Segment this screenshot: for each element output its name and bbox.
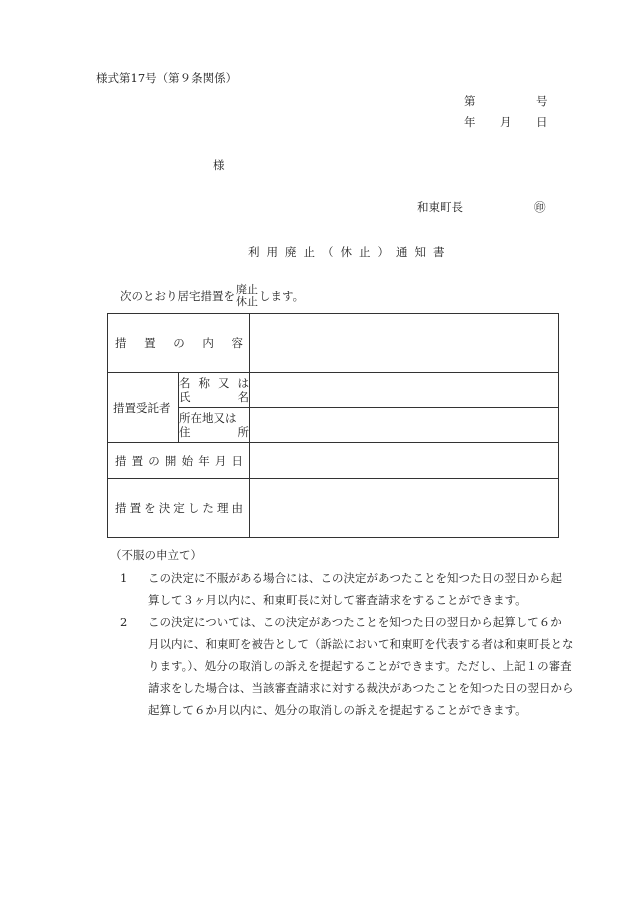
intro-options (236, 284, 258, 308)
item-line: ります。）、処分の取消しの訴えを提起することができます。ただし、上記１の審査 (148, 659, 572, 673)
measure-table (107, 313, 559, 538)
option-suspend: 休止 (236, 295, 258, 308)
start-date-label: 措 置 の 開 始 年 月 日 (108, 443, 250, 479)
intro-sentence (120, 284, 304, 308)
start-date-value-cell[interactable] (250, 443, 559, 479)
content-label: 措 置 の 内 容 (108, 314, 250, 373)
table-row (108, 479, 559, 538)
item-line: 起算して６か月以内に、処分の取消しの訴えを提起することができます。 (148, 703, 527, 717)
address-value-cell[interactable] (250, 408, 559, 443)
year-label: 年 (464, 115, 476, 129)
item-number: 2 (120, 615, 128, 629)
table-row (108, 443, 559, 479)
name-label: 名 称 又 は 氏 名 (179, 373, 250, 408)
item-line: この決定に不服がある場合には、この決定があつたことを知つた日の翌日から起 (148, 571, 562, 585)
option-abolish: 廃止 (236, 283, 258, 296)
address-label: 所在地又は 住 所 (179, 408, 250, 443)
appeal-item-1 (120, 567, 580, 611)
item-line: この決定については、この決定があつたことを知つた日の翌日から起算して６か (148, 615, 562, 629)
item-line: 月以内に、和東町を被告として（訴訟において和東町を代表する者は和東町長とな (148, 637, 574, 651)
reason-value-cell[interactable] (250, 479, 559, 538)
month-label: 月 (500, 115, 512, 129)
intro-after: します。 (259, 289, 305, 303)
document-title: 利用廃止（休止）通知書 (248, 245, 452, 259)
day-label: 日 (536, 115, 548, 129)
addressee-suffix: 様 (213, 158, 225, 172)
table-row (108, 314, 559, 373)
item-line: 請求をした場合は、当該審査請求に対する裁決があつたことを知つた日の翌日から (148, 681, 574, 695)
item-line: 算して３ヶ月以内に、和東町長に対して審査請求をすることができます。 (148, 593, 527, 607)
content-value-cell[interactable] (250, 314, 559, 373)
seal-mark: ㊞ (534, 200, 546, 214)
reason-label: 措 置 を 決 定 し た 理 由 (108, 479, 250, 538)
appeal-heading: （不服の申立て） (110, 548, 202, 562)
appeal-item-2 (120, 611, 580, 721)
issuer-name: 和東町長 (417, 200, 463, 214)
name-value-cell[interactable] (250, 373, 559, 408)
item-number: 1 (120, 571, 128, 585)
number-suffix: 号 (536, 94, 548, 108)
intro-before: 次のとおり居宅措置を (120, 289, 235, 303)
number-prefix: 第 (464, 94, 476, 108)
contractor-label: 措置受託者 (108, 373, 179, 443)
form-number: 様式第17号（第９条関係） (96, 71, 238, 85)
table-row (108, 373, 559, 408)
